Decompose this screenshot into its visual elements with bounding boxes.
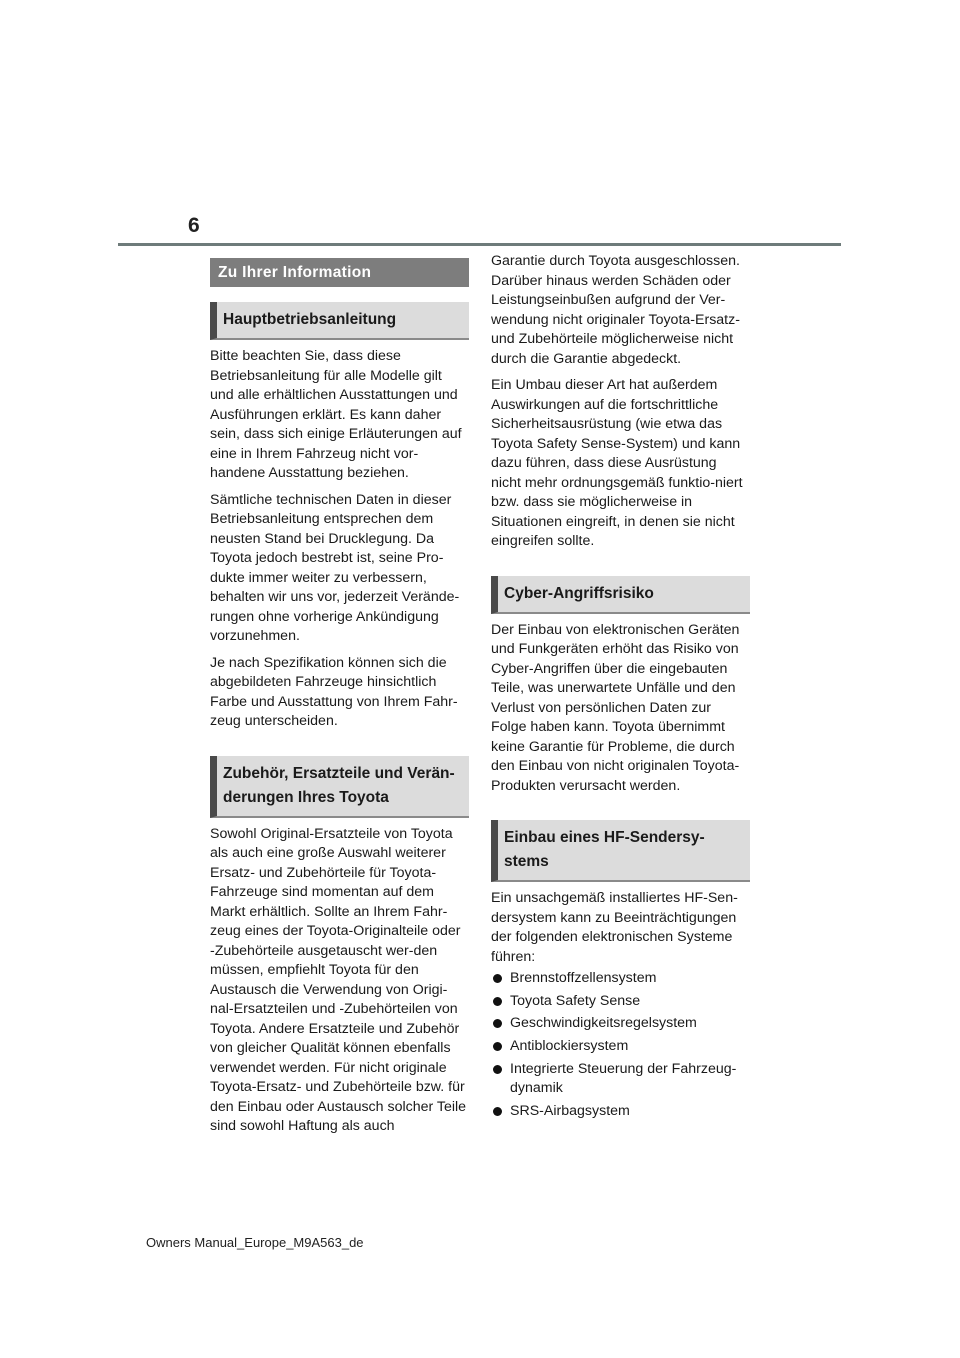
paragraph: Der Einbau von elektronischen Geräten und Funkgeräten erhöht das Risiko von Cyber-Angriffen über die eingebauten Teile, was unerwartete Unfälle und den Verlust von persönlichen Daten zur Folge haben kann. Toyota übernimmt keine Garantie für Probleme, die durch den Einbau von nicht originalen Toyota-Produkten verursacht werden.	[491, 621, 740, 794]
list-item: Brennstoffzellensystem	[491, 969, 750, 989]
bullet-icon	[493, 1042, 502, 1051]
header-rule	[118, 243, 841, 246]
page-footer: Owners Manual_Europe_M9A563_de	[146, 1235, 364, 1250]
paragraph: Ein Umbau dieser Art hat außerdem Auswirkungen auf die fortschrittliche Sicherheitsausrüstung (wie etwa das Toyota Safety Sense-System) und kann dazu führen, dass diese Ausrüstung nicht mehr ordnungsgemäß funktio-niert bzw. dass sie möglicherweise in Situationen eingreift, in denen sie nicht eingreifen sollte.	[491, 377, 743, 549]
bullet-icon	[493, 974, 502, 983]
list-item: Antiblockiersystem	[491, 1037, 750, 1057]
section-heading-zubehoer: Zubehör, Ersatzteile und Verän-derungen Ihres Toyota	[210, 756, 469, 818]
continued-text	[491, 252, 750, 552]
list-item: Geschwindigkeitsregelsystem	[491, 1014, 750, 1034]
list-item: SRS-Airbagsystem	[491, 1102, 750, 1122]
page-number: 6	[188, 214, 200, 237]
section-body-zubehoer	[210, 825, 469, 1137]
section-heading-hauptbetriebsanleitung: Hauptbetriebsanleitung	[210, 302, 469, 340]
paragraph: Garantie durch Toyota ausgeschlossen. Darüber hinaus werden Schäden oder Leistungseinbußen aufgrund der Ver-wendung nicht originaler Toyota-Ersatz- und Zubehörteile möglicherweise nicht durch die Garantie abgedeckt.	[491, 253, 740, 367]
paragraph: Sowohl Original-Ersatzteile von Toyota als auch eine große Auswahl weiterer Ersatz- und Zubehörteile für Toyota-Fahrzeuge sind momentan auf dem Markt erhältlich. Sollte an Ihrem Fahr-zeug eines der Toyota-Originalteile oder -Zubehörteile ausgetauscht wer-den müssen, empfiehlt Toyota für den Austausch die Verwendung von Origi-nal-Ersatzteilen und -Zubehörteilen von Toyota. Andere Ersatzteile und Zubehör von gleicher Qualität können ebenfalls verwendet werden. Für nicht originale Toyota-Ersatz- und Zubehörteile bzw. für den Einbau oder Austausch solcher Teile sind sowohl Haftung als auch	[210, 825, 467, 1134]
bullet-icon	[493, 1019, 502, 1028]
section-heading-hf-sendersystem: Einbau eines HF-Sendersy-stems	[491, 820, 750, 882]
paragraph: Je nach Spezifikation können sich die abgebildeten Fahrzeuge hinsichtlich Farbe und Ausstattung von Ihrem Fahr-zeug unterscheiden.	[210, 654, 458, 729]
section-body-hf-sendersystem	[491, 889, 750, 1121]
list-item: Integrierte Steuerung der Fahrzeug-dynamik	[491, 1060, 750, 1099]
bullet-icon	[493, 1107, 502, 1116]
paragraph: Bitte beachten Sie, dass diese Betriebsanleitung für alle Modelle gilt und alle erhältlichen Ausstattungen und Ausführungen erklärt. Es kann daher sein, dass sich einige Erläuterungen auf eine in Ihrem Fahrzeug nicht vor-handene Ausstattung beziehen.	[210, 348, 462, 481]
left-column	[210, 258, 469, 1137]
bullet-list	[491, 969, 750, 1121]
list-item: Toyota Safety Sense	[491, 992, 750, 1012]
chapter-title: Zu Ihrer Information	[210, 258, 469, 287]
section-heading-cyber-angriffsrisiko: Cyber-Angriffsrisiko	[491, 576, 750, 614]
section-body-hauptbetriebsanleitung	[210, 347, 469, 732]
section-body-cyber-angriffsrisiko	[491, 621, 750, 797]
paragraph: Ein unsachgemäß installiertes HF-Sen-dersystem kann zu Beeinträchtigungen der folgenden elektronischen Systeme führen:	[491, 890, 738, 965]
right-column	[491, 252, 750, 1125]
bullet-icon	[493, 1065, 502, 1074]
bullet-icon	[493, 997, 502, 1006]
paragraph: Sämtliche technischen Daten in dieser Betriebsanleitung entsprechen dem neusten Stand bei Drucklegung. Da Toyota jedoch bestrebt ist, seine Pro-dukte immer weiter zu verbessern, behalten wir uns vor, jederzeit Verände-rungen ohne vorherige Ankündigung vorzunehmen.	[210, 491, 460, 644]
